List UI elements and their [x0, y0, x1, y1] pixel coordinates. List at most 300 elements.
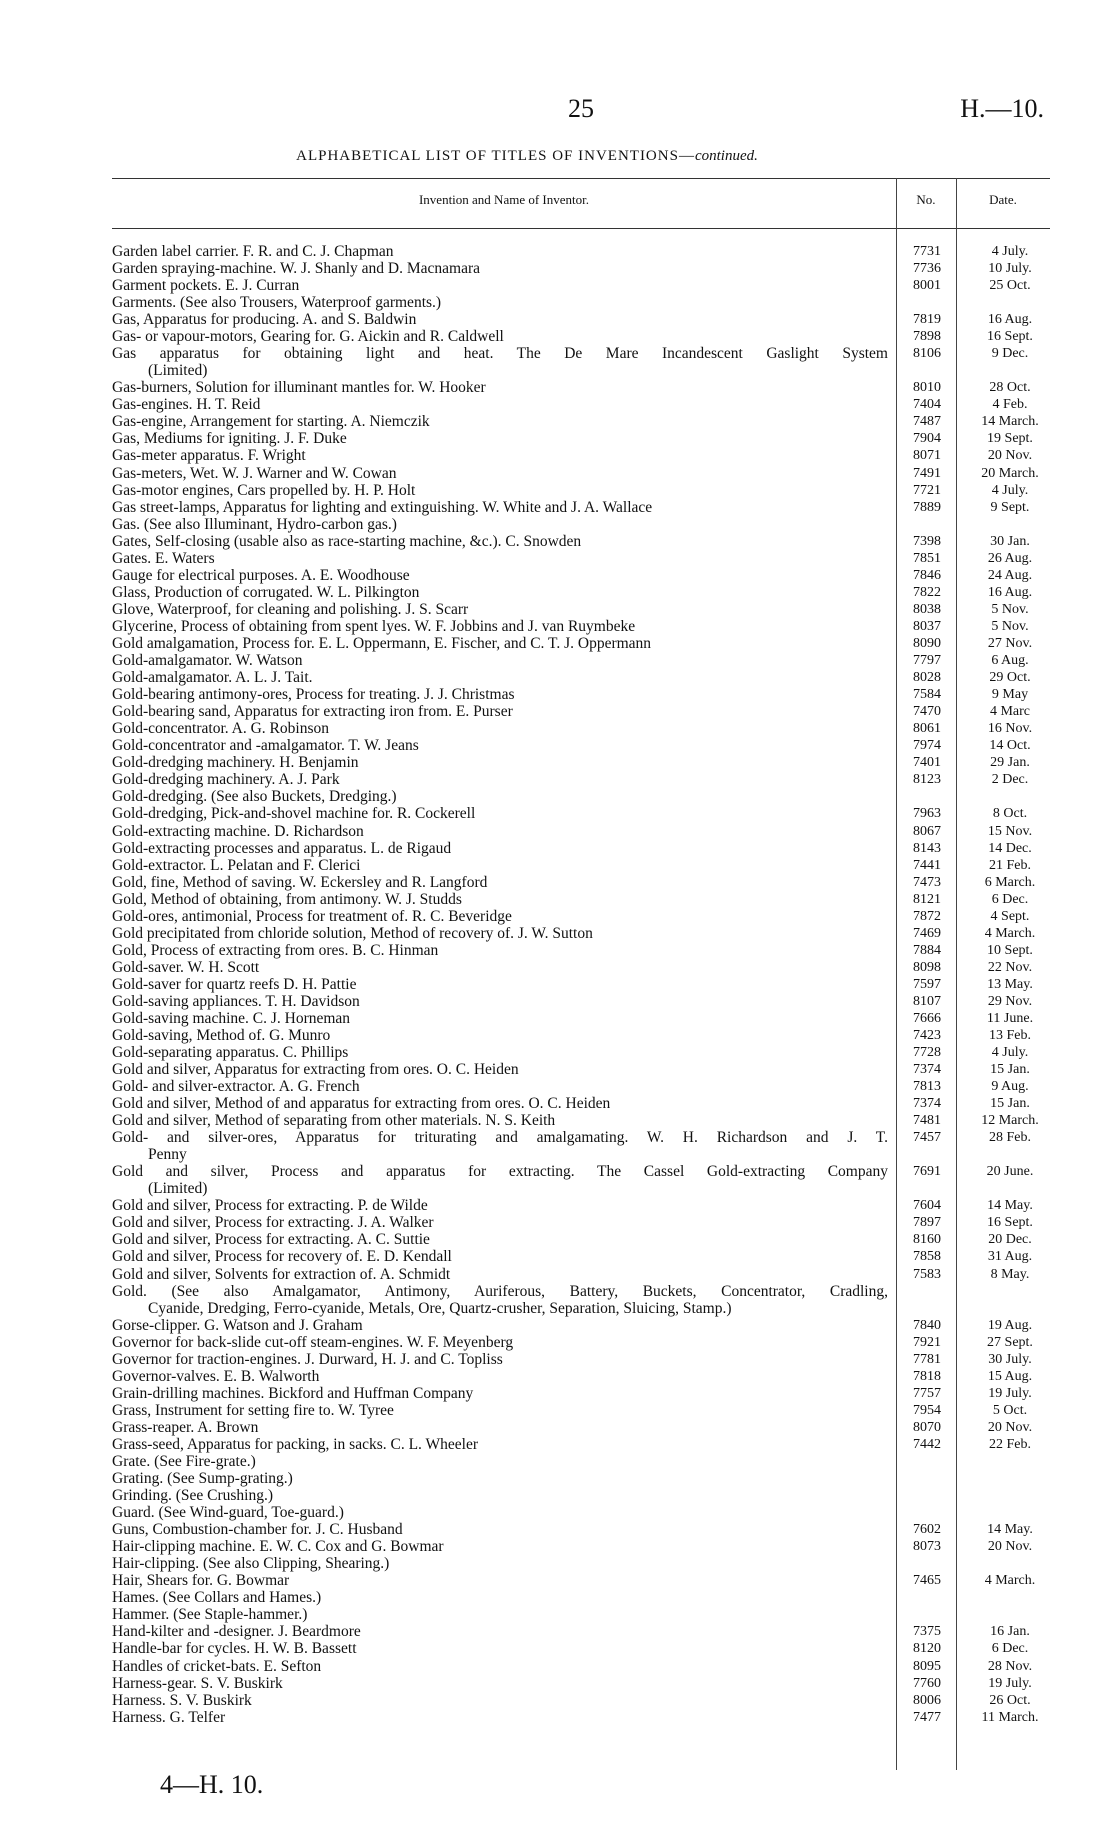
patent-date: 20 Nov. — [987, 448, 1033, 464]
patent-number: 7404 — [913, 397, 941, 413]
invention-text: Guns, Combustion-chamber for. J. C. Husband — [112, 1521, 403, 1539]
invention-cell — [112, 737, 888, 754]
invention-text: Gold-extractor. L. Pelatan and F. Clerici — [112, 856, 361, 874]
invention-text: Handles of cricket-bats. E. Sefton — [112, 1657, 322, 1675]
invention-text: Gold-extracting processes and apparatus. L. de Rigaud — [112, 839, 452, 857]
invention-cell — [112, 447, 888, 464]
table-row — [112, 294, 1050, 311]
invention-text: Grain-drilling machines. Bickford and Huffman Company — [112, 1384, 474, 1402]
invention-text: Gold. (See also Amalgamator, Antimony, Auriferous, Battery, Buckets, Concentrator, Cradling, — [112, 1282, 888, 1300]
table-row — [112, 1334, 1050, 1351]
patent-number: 7487 — [913, 414, 941, 430]
patent-date: 6 Aug. — [991, 653, 1029, 669]
patent-date: 24 Aug. — [987, 567, 1033, 583]
table-row — [112, 1538, 1050, 1555]
invention-text: Gold, fine, Method of saving. W. Eckersley and R. Langford — [112, 873, 488, 891]
invention-cell — [112, 1112, 888, 1129]
patent-date: 31 Aug. — [987, 1249, 1033, 1265]
invention-cell — [112, 1197, 888, 1214]
patent-date: 19 July. — [988, 1385, 1032, 1401]
invention-cell — [112, 1248, 888, 1265]
table-row — [112, 550, 1050, 567]
invention-text: Grass-seed, Apparatus for packing, in sacks. C. L. Wheeler — [112, 1435, 479, 1453]
invention-cell — [112, 1709, 888, 1726]
table-row — [112, 567, 1050, 584]
invention-cell — [112, 840, 888, 857]
invention-cell — [112, 413, 888, 430]
patent-date: 12 March. — [981, 1113, 1039, 1129]
patent-number: 8001 — [913, 278, 941, 294]
patent-number: 7897 — [913, 1215, 941, 1231]
patent-date: 9 Aug. — [991, 1079, 1029, 1095]
table-row — [112, 942, 1050, 959]
invention-cell — [112, 601, 888, 618]
invention-cell — [112, 1163, 888, 1197]
patent-number: 8010 — [913, 380, 941, 396]
invention-text: Gold-dredging. (See also Buckets, Dredging.) — [112, 788, 397, 806]
invention-cell — [112, 1044, 888, 1061]
invention-cell — [112, 328, 888, 345]
patent-number: 8028 — [913, 670, 941, 686]
table-row — [112, 1112, 1050, 1129]
patent-number: 7898 — [913, 329, 941, 345]
table-row — [112, 1266, 1050, 1283]
table-row — [112, 993, 1050, 1010]
patent-number: 7921 — [913, 1334, 941, 1350]
invention-cell — [112, 1010, 888, 1027]
patent-date: 9 Dec. — [991, 346, 1029, 362]
invention-cell — [112, 1538, 888, 1555]
table-row — [112, 1402, 1050, 1419]
patent-date: 29 Oct. — [989, 670, 1031, 686]
invention-text: Governor for traction-engines. J. Durward, H. J. and C. Topliss — [112, 1350, 503, 1368]
patent-date: 28 Oct. — [989, 380, 1031, 396]
invention-cell — [112, 1470, 888, 1487]
patent-date: 14 March. — [981, 414, 1039, 430]
patent-number: 7797 — [913, 653, 941, 669]
invention-text: Gauge for electrical purposes. A. E. Woodhouse — [112, 566, 410, 584]
invention-text: Handle-bar for cycles. H. W. B. Bassett — [112, 1640, 357, 1658]
table-row — [112, 720, 1050, 737]
patent-date: 8 Oct. — [992, 806, 1028, 822]
patent-date: 27 Nov. — [987, 635, 1033, 651]
patent-number: 7423 — [913, 1028, 941, 1044]
patent-number: 7822 — [913, 584, 941, 600]
table-row — [112, 447, 1050, 464]
patent-number: 7457 — [913, 1130, 941, 1146]
invention-text: Gold and silver, Process for recovery of. E. D. Kendall — [112, 1248, 452, 1266]
table-row — [112, 652, 1050, 669]
invention-text: Governor-valves. E. B. Walworth — [112, 1367, 320, 1385]
patent-number: 7760 — [913, 1675, 941, 1691]
header-invention: Invention and Name of Inventor. — [418, 192, 590, 207]
table-row — [112, 686, 1050, 703]
invention-text: Gold-dredging machinery. H. Benjamin — [112, 754, 359, 772]
invention-text: Hair-clipping. (See also Clipping, Shearing.) — [112, 1555, 390, 1573]
patent-number: 7374 — [913, 1062, 941, 1078]
patent-date: 2 Dec. — [991, 772, 1029, 788]
invention-text: Gates, Self-closing (usable also as race-starting machine, &c.). C. Snowden — [112, 532, 582, 550]
invention-text: Gas-meters, Wet. W. J. Warner and W. Cowan — [112, 464, 397, 482]
patent-number: 8106 — [913, 346, 941, 362]
invention-cell — [112, 1419, 888, 1436]
table-row — [112, 1317, 1050, 1334]
patent-number: 8107 — [913, 993, 941, 1009]
invention-text: Grate. (See Fire-grate.) — [112, 1452, 256, 1470]
table-row — [112, 482, 1050, 499]
invention-cell — [112, 1675, 888, 1692]
invention-text: Gold-concentrator. A. G. Robinson — [112, 720, 329, 738]
patent-number: 8067 — [913, 823, 941, 839]
patent-number: 7465 — [913, 1573, 941, 1589]
invention-cell — [112, 618, 888, 635]
invention-text: Gold-amalgamator. W. Watson — [112, 652, 303, 670]
invention-cell — [112, 1027, 888, 1044]
invention-text: Hand-kilter and -designer. J. Beardmore — [112, 1623, 361, 1641]
patent-date: 16 Jan. — [990, 1624, 1030, 1640]
patent-date: 29 Nov. — [987, 993, 1033, 1009]
invention-cell — [112, 891, 888, 908]
invention-cell — [112, 874, 888, 891]
table-row — [112, 703, 1050, 720]
invention-cell — [112, 771, 888, 788]
invention-cell — [112, 754, 888, 771]
invention-cell — [112, 584, 888, 601]
invention-text: Gas. (See also Illuminant, Hydro-carbon gas.) — [112, 515, 397, 533]
patent-date: 20 June. — [986, 1164, 1034, 1180]
invention-text: Gold, Method of obtaining, from antimony. W. J. Studds — [112, 890, 462, 908]
invention-cell — [112, 1317, 888, 1334]
table-row — [112, 1248, 1050, 1265]
table-row — [112, 533, 1050, 550]
invention-text: Gold- and silver-ores, Apparatus for triturating and amalgamating. W. H. Richardson and J. T. — [112, 1129, 888, 1147]
header-date: Date. — [989, 192, 1017, 207]
patent-number: 7441 — [913, 857, 941, 873]
patent-number: 7858 — [913, 1249, 941, 1265]
invention-cell — [112, 908, 888, 925]
patent-date: 22 Feb. — [989, 1436, 1031, 1452]
invention-cell — [112, 260, 888, 277]
patent-number: 8037 — [913, 618, 941, 634]
invention-cell — [112, 720, 888, 737]
invention-cell — [112, 1572, 888, 1589]
invention-text: Gold and silver, Process and apparatus for extracting. The Cassel Gold-extracting Company — [112, 1163, 888, 1181]
patent-number: 7666 — [913, 1011, 941, 1027]
table-row — [112, 1214, 1050, 1231]
invention-text: Gas street-lamps, Apparatus for lighting and extinguishing. W. White and J. A. Wallace — [112, 498, 653, 516]
invention-text: Grinding. (See Crushing.) — [112, 1487, 274, 1505]
patent-number: 8123 — [913, 772, 941, 788]
invention-cell — [112, 243, 888, 260]
invention-text: Gas-engine, Arrangement for starting. A. Niemczik — [112, 413, 430, 431]
patent-number: 7819 — [913, 312, 941, 328]
patent-date: 4 March. — [984, 925, 1036, 941]
patent-number: 7889 — [913, 499, 941, 515]
table-row — [112, 277, 1050, 294]
table-row — [112, 788, 1050, 805]
patent-date: 9 May — [991, 687, 1029, 703]
patent-number: 8006 — [913, 1692, 941, 1708]
invention-cell — [112, 959, 888, 976]
invention-text: Gold-extracting machine. D. Richardson — [112, 822, 364, 840]
invention-text: Glass, Production of corrugated. W. L. Pilkington — [112, 583, 420, 601]
header-no: No. — [916, 192, 936, 207]
patent-date: 9 Sept. — [990, 499, 1030, 515]
table-row — [112, 1572, 1050, 1589]
invention-cell — [112, 311, 888, 328]
invention-cell — [112, 1334, 888, 1351]
invention-cell — [112, 942, 888, 959]
invention-text: Hair, Shears for. G. Bowmar — [112, 1572, 290, 1590]
table-row — [112, 345, 1050, 379]
patent-date: 15 Nov. — [987, 823, 1033, 839]
patent-number: 7731 — [913, 244, 941, 259]
patent-number: 7477 — [913, 1709, 941, 1725]
patent-number: 7818 — [913, 1368, 941, 1384]
patent-number: 7884 — [913, 942, 941, 958]
invention-text: Harness. G. Telfer — [112, 1708, 226, 1726]
patent-date: 14 Dec. — [988, 840, 1032, 856]
invention-cell — [112, 1266, 888, 1283]
invention-text: Gold- and silver-extractor. A. G. French — [112, 1078, 360, 1096]
invention-text: Garments. (See also Trousers, Waterproof garments.) — [112, 294, 442, 312]
invention-text: Governor for back-slide cut-off steam-engines. W. F. Meyenberg — [112, 1333, 514, 1351]
invention-cell — [112, 669, 888, 686]
table-row — [112, 976, 1050, 993]
invention-cell — [112, 1129, 888, 1163]
invention-cell — [112, 976, 888, 993]
patent-number: 7469 — [913, 925, 941, 941]
invention-text: Gold amalgamation, Process for. E. L. Oppermann, E. Fischer, and C. T. J. Oppermann — [112, 634, 652, 652]
table-row — [112, 1640, 1050, 1657]
patent-date: 26 Aug. — [987, 550, 1033, 566]
patent-date: 20 Nov. — [987, 1419, 1033, 1435]
invention-text: Gas, Mediums for igniting. J. F. Duke — [112, 430, 347, 448]
patent-date: 27 Sept. — [987, 1334, 1033, 1350]
patent-number: 7473 — [913, 874, 941, 890]
table-row — [112, 618, 1050, 635]
patent-number: 7728 — [913, 1045, 941, 1061]
table-row — [112, 754, 1050, 771]
patent-number: 7597 — [913, 976, 941, 992]
invention-cell — [112, 1606, 888, 1623]
page-title — [112, 148, 942, 165]
patent-number: 8160 — [913, 1232, 941, 1248]
patent-number: 7375 — [913, 1624, 941, 1640]
invention-text-continued: (Limited) — [148, 362, 208, 380]
invention-text: Grass, Instrument for setting fire to. W. Tyree — [112, 1401, 394, 1419]
patent-date: 10 July. — [988, 261, 1032, 277]
table-row — [112, 891, 1050, 908]
invention-cell — [112, 1402, 888, 1419]
invention-text: Gold and silver, Apparatus for extracting from ores. O. C. Heiden — [112, 1061, 519, 1079]
footer-signature: 4—H. 10. — [160, 1770, 264, 1799]
patent-number: 8121 — [913, 891, 941, 907]
invention-text: Glycerine, Process of obtaining from spent lyes. W. F. Jobbins and J. van Ruymbeke — [112, 617, 636, 635]
invention-cell — [112, 1061, 888, 1078]
invention-cell — [112, 1692, 888, 1709]
patent-date: 4 July. — [991, 1045, 1029, 1061]
patent-number: 7398 — [913, 533, 941, 549]
patent-number: 8038 — [913, 601, 941, 617]
patent-number: 8120 — [913, 1641, 941, 1657]
table-row — [112, 874, 1050, 891]
patent-date: 10 Sept. — [987, 942, 1033, 958]
patent-date: 21 Feb. — [989, 857, 1031, 873]
invention-cell — [112, 277, 888, 294]
table-row — [112, 1709, 1050, 1726]
table-row — [112, 1606, 1050, 1623]
table-row — [112, 1675, 1050, 1692]
patent-date: 25 Oct. — [989, 278, 1031, 294]
invention-text: Gates. E. Waters — [112, 549, 215, 567]
invention-text: Gold-saving machine. C. J. Horneman — [112, 1010, 351, 1028]
table-row — [112, 1368, 1050, 1385]
patent-number: 7691 — [913, 1164, 941, 1180]
patent-number: 7602 — [913, 1522, 941, 1538]
table-row — [112, 1692, 1050, 1709]
table-row — [112, 1504, 1050, 1521]
patent-date: 14 May. — [987, 1522, 1033, 1538]
table-row — [112, 430, 1050, 447]
invention-cell — [112, 1214, 888, 1231]
table-row — [112, 499, 1050, 516]
invention-text: Gold and silver, Process for extracting. A. C. Suttie — [112, 1231, 430, 1249]
invention-text: Gold-bearing antimony-ores, Process for treating. J. J. Christmas — [112, 686, 515, 704]
invention-cell — [112, 430, 888, 447]
table-row — [112, 635, 1050, 652]
page-reference: H.—10. — [960, 94, 1044, 123]
invention-text: Gold and silver, Method of separating from other materials. N. S. Keith — [112, 1112, 556, 1130]
invention-text: Hames. (See Collars and Hames.) — [112, 1589, 322, 1607]
invention-text: Garden spraying-machine. W. J. Shanly and D. Macnamara — [112, 260, 481, 278]
invention-text: Harness-gear. S. V. Buskirk — [112, 1674, 283, 1692]
table-row — [112, 925, 1050, 942]
invention-cell — [112, 516, 888, 533]
invention-cell — [112, 1555, 888, 1572]
patent-number: 8070 — [913, 1419, 941, 1435]
patent-number: 8098 — [913, 959, 941, 975]
invention-cell — [112, 1095, 888, 1112]
table-row — [112, 243, 1050, 260]
table-row — [112, 465, 1050, 482]
patent-number: 8095 — [913, 1658, 941, 1674]
invention-text-continued: Penny — [148, 1146, 187, 1164]
invention-cell — [112, 567, 888, 584]
invention-text: Gas- or vapour-motors, Gearing for. G. Aickin and R. Caldwell — [112, 328, 504, 346]
patent-date: 26 Oct. — [989, 1692, 1031, 1708]
patent-date: 19 Aug. — [987, 1317, 1033, 1333]
invention-cell — [112, 805, 888, 822]
patent-number: 7904 — [913, 431, 941, 447]
invention-cell — [112, 788, 888, 805]
invention-cell — [112, 1623, 888, 1640]
invention-cell — [112, 1283, 888, 1317]
patent-number: 7840 — [913, 1317, 941, 1333]
invention-cell — [112, 1453, 888, 1470]
invention-cell — [112, 1504, 888, 1521]
invention-cell — [112, 294, 888, 311]
patent-number: 7813 — [913, 1079, 941, 1095]
patent-date: 19 Sept. — [987, 431, 1033, 447]
invention-cell — [112, 550, 888, 567]
table-row — [112, 1283, 1050, 1317]
patent-number: 7470 — [913, 704, 941, 720]
invention-cell — [112, 482, 888, 499]
patent-date: 6 Dec. — [991, 891, 1029, 907]
table-row — [112, 805, 1050, 822]
patent-date: 16 Aug. — [987, 584, 1033, 600]
invention-text: Harness. S. V. Buskirk — [112, 1691, 252, 1709]
table-row — [112, 396, 1050, 413]
invention-text: Guard. (See Wind-guard, Toe-guard.) — [112, 1504, 344, 1522]
invention-text: Gold-separating apparatus. C. Phillips — [112, 1044, 349, 1062]
patent-date: 6 Dec. — [991, 1641, 1029, 1657]
patent-number: 8143 — [913, 840, 941, 856]
table-row — [112, 1385, 1050, 1402]
invention-text: Gas-engines. H. T. Reid — [112, 396, 261, 414]
table-row — [112, 1658, 1050, 1675]
patent-date: 29 Jan. — [990, 755, 1030, 771]
patent-number: 7757 — [913, 1385, 941, 1401]
invention-text: Gold, Process of extracting from ores. B. C. Hinman — [112, 941, 439, 959]
patent-date: 30 Jan. — [990, 533, 1030, 549]
table-row — [112, 1453, 1050, 1470]
table-row — [112, 840, 1050, 857]
invention-text: Gold and silver, Solvents for extraction of. A. Schmidt — [112, 1265, 451, 1283]
invention-cell — [112, 993, 888, 1010]
patent-number: 8071 — [913, 448, 941, 464]
table-row — [112, 584, 1050, 601]
invention-cell — [112, 1521, 888, 1538]
patent-number: 7481 — [913, 1113, 941, 1129]
invention-cell — [112, 703, 888, 720]
invention-text: Gas apparatus for obtaining light and heat. The De Mare Incandescent Gaslight System — [112, 345, 888, 363]
table-row — [112, 260, 1050, 277]
invention-text: Gas-burners, Solution for illuminant mantles for. W. Hooker — [112, 379, 486, 397]
table-row — [112, 857, 1050, 874]
table-row — [112, 737, 1050, 754]
invention-text: Grating. (See Sump-grating.) — [112, 1470, 293, 1487]
table-header-rule — [112, 228, 1050, 229]
patent-date: 15 Jan. — [990, 1096, 1030, 1112]
table-row — [112, 311, 1050, 328]
patent-number: 7851 — [913, 550, 941, 566]
page-number: 25 — [568, 94, 594, 123]
invention-cell — [112, 1436, 888, 1453]
invention-cell — [112, 345, 888, 379]
invention-text: Gold and silver, Process for extracting. J. A. Walker — [112, 1214, 434, 1232]
invention-cell — [112, 1368, 888, 1385]
table-row — [112, 908, 1050, 925]
invention-text: Gold and silver, Method of and apparatus for extracting from ores. O. C. Heiden — [112, 1095, 611, 1113]
invention-text: Gas-motor engines, Cars propelled by. H. P. Holt — [112, 481, 416, 499]
table-row — [112, 1061, 1050, 1078]
table-row — [112, 823, 1050, 840]
table-row — [112, 1419, 1050, 1436]
table-row — [112, 1555, 1050, 1572]
table-row — [112, 1095, 1050, 1112]
title-suffix: continued. — [694, 148, 758, 164]
patent-number: 8061 — [913, 721, 941, 737]
invention-text: Gold-dredging machinery. A. J. Park — [112, 771, 340, 789]
patent-date: 13 Feb. — [989, 1028, 1031, 1044]
table-row — [112, 1589, 1050, 1606]
invention-text: Gas, Apparatus for producing. A. and S. Baldwin — [112, 311, 417, 329]
patent-date: 4 July. — [991, 244, 1029, 259]
invention-cell — [112, 499, 888, 516]
patent-date: 8 May. — [990, 1266, 1030, 1282]
